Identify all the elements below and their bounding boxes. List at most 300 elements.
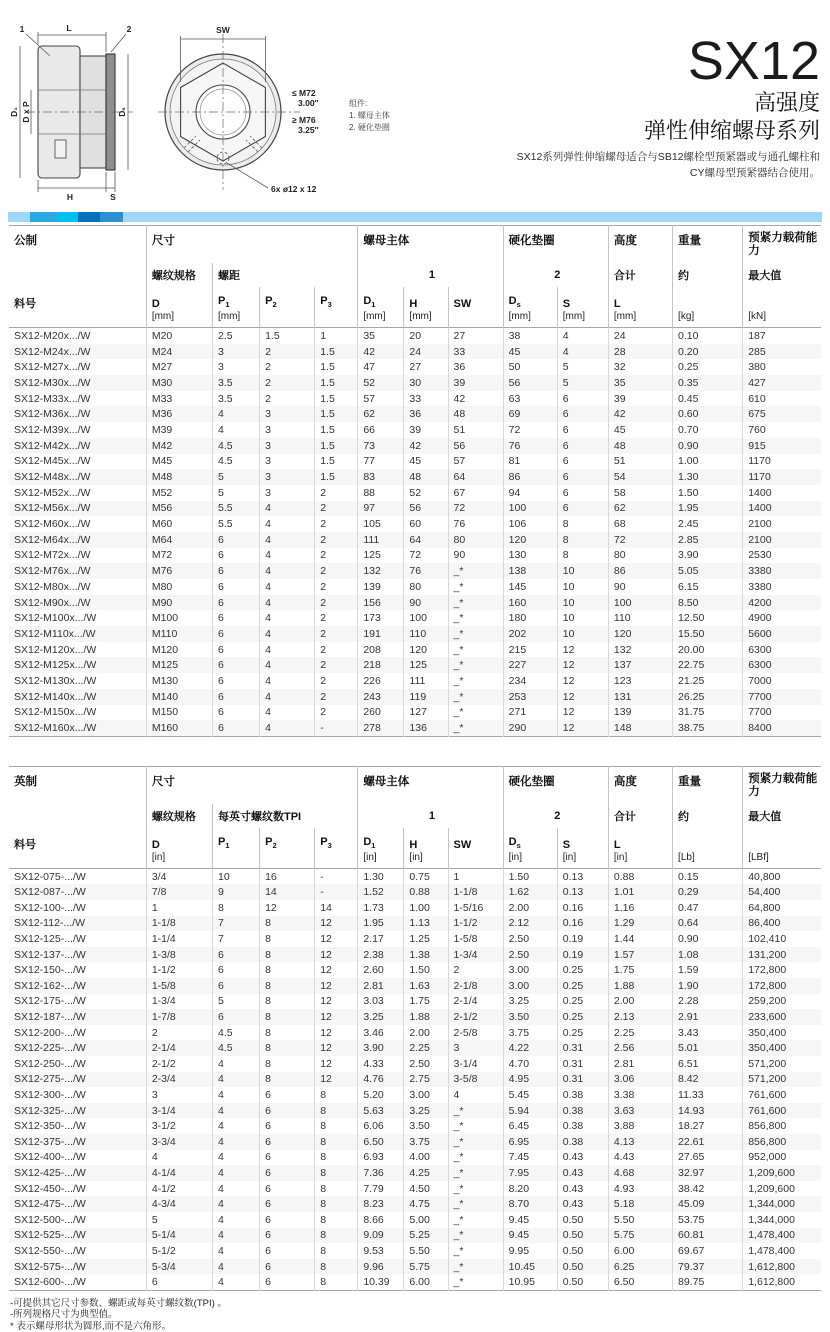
table-cell: 4: [212, 1103, 259, 1119]
table-cell: 77: [358, 454, 404, 470]
table-cell: 8: [557, 532, 608, 548]
table-cell: 80: [448, 532, 503, 548]
table-cell: 1.75: [608, 962, 672, 978]
column-header: [kg]: [673, 287, 743, 328]
table-cell: 10: [557, 610, 608, 626]
table-cell: 2.91: [673, 1009, 743, 1025]
table-cell: M100: [146, 610, 212, 626]
table-row: [9, 406, 821, 422]
table-cell: SX12-500-.../W: [14, 1213, 86, 1226]
table-cell: 12: [315, 1040, 358, 1056]
table-cell: 1400: [743, 501, 821, 517]
table-cell: 6.00: [404, 1274, 448, 1290]
table-cell: 130: [503, 548, 557, 564]
table-cell: 24: [608, 328, 672, 344]
table-cell: 4: [212, 1212, 259, 1228]
table-cell: 4: [260, 657, 315, 673]
table-cell: 12: [315, 931, 358, 947]
group-header-row: [9, 226, 821, 264]
table-cell: 111: [404, 673, 448, 689]
table-cell: 4: [212, 422, 259, 438]
table-cell: 0.60: [673, 406, 743, 422]
metric-table-body: [9, 328, 821, 737]
table-cell: 21.25: [673, 673, 743, 689]
table-cell: SX12-M76x.../W: [14, 565, 91, 578]
table-cell: SX12-M120x.../W: [14, 643, 97, 656]
table-cell: 69.67: [673, 1243, 743, 1259]
table-cell: 2: [448, 962, 503, 978]
table-cell: 42: [404, 438, 448, 454]
table-cell: 4: [260, 548, 315, 564]
table-cell: 0.90: [673, 438, 743, 454]
table-cell: 1.5: [315, 422, 358, 438]
table-cell: M90: [146, 595, 212, 611]
table-row: [9, 595, 821, 611]
table-cell: 2: [315, 642, 358, 658]
table-cell: 2: [315, 657, 358, 673]
table-cell: 10: [212, 868, 259, 884]
table-cell: 2.50: [404, 1056, 448, 1072]
table-cell: 0.19: [557, 947, 608, 963]
table-cell: 5600: [743, 626, 821, 642]
table-cell: 51: [448, 422, 503, 438]
table-cell: 2: [315, 548, 358, 564]
table-cell: 4: [212, 1072, 259, 1088]
table-cell: SX12-M39x.../W: [14, 423, 91, 436]
table-cell: 0.13: [557, 884, 608, 900]
table-cell: 4: [212, 1228, 259, 1244]
table-cell: 12: [557, 705, 608, 721]
table-cell: 1170: [743, 454, 821, 470]
table-cell: 8: [315, 1274, 358, 1290]
table-cell: 86: [503, 469, 557, 485]
table-cell: 14: [315, 900, 358, 916]
nut-body-group-label: 螺母主体: [358, 226, 503, 264]
table-cell: 5: [212, 994, 259, 1010]
table-row: [9, 994, 821, 1010]
table-cell: 761,600: [743, 1103, 821, 1119]
table-cell: 36: [448, 359, 503, 375]
table-cell: 259,200: [743, 994, 821, 1010]
table-cell: 2.75: [404, 1072, 448, 1088]
table-cell: 139: [358, 579, 404, 595]
table-cell: 1.62: [503, 884, 557, 900]
table-cell: SX12-M150x.../W: [14, 706, 97, 719]
table-cell: M64: [146, 532, 212, 548]
table-cell: 6.45: [503, 1118, 557, 1134]
table-cell: 131,200: [743, 947, 821, 963]
table-cell: 253: [503, 689, 557, 705]
table-cell: 2.00: [608, 994, 672, 1010]
table-cell: SX12-525-.../W: [14, 1229, 86, 1242]
table-cell: 3.43: [673, 1025, 743, 1041]
table-cell: 6: [260, 1103, 315, 1119]
table-cell: 57: [358, 391, 404, 407]
table-cell: M33: [146, 391, 212, 407]
table-cell: 5.01: [673, 1040, 743, 1056]
band-segment: [30, 212, 57, 222]
table-cell: 0.50: [557, 1228, 608, 1244]
table-cell: 6.25: [608, 1259, 672, 1275]
dim-label-s: S: [110, 192, 116, 202]
table-cell: 6: [146, 1274, 212, 1290]
table-cell: 8: [260, 1009, 315, 1025]
footnotes: [10, 1298, 830, 1332]
column-header: D [in]: [146, 828, 212, 869]
holes-callout: 6x ø12 x 12: [271, 184, 317, 194]
table-cell: 0.25: [557, 1025, 608, 1041]
table-cell: _*: [448, 1274, 503, 1290]
table-cell: SX12-M24x.../W: [14, 345, 91, 358]
table-cell: 8: [315, 1087, 358, 1103]
table-cell: 3-1/4: [448, 1056, 503, 1072]
table-cell: 8.42: [673, 1072, 743, 1088]
table-cell: _*: [448, 1259, 503, 1275]
column-header: H [mm]: [404, 287, 448, 328]
table-cell: 350,400: [743, 1040, 821, 1056]
table-cell: 3-1/2: [146, 1118, 212, 1134]
footnote-line: -所列规格尺寸为典型值。: [10, 1309, 118, 1321]
table-cell: SX12-225-.../W: [14, 1042, 86, 1055]
table-cell: 3.50: [503, 1009, 557, 1025]
table-cell: 1,209,600: [743, 1181, 821, 1197]
table-cell: 76: [503, 438, 557, 454]
table-cell: 2.60: [358, 962, 404, 978]
table-cell: 7700: [743, 689, 821, 705]
legend-item-nut-body: 1. 螺母主体: [349, 111, 390, 120]
part-callout-2: 2: [126, 24, 132, 34]
table-cell: 8.50: [673, 595, 743, 611]
weight-approx-label: 约: [673, 263, 743, 287]
table-cell: SX12-075-.../W: [14, 870, 86, 883]
table-cell: 79.37: [673, 1259, 743, 1275]
column-header: H [in]: [404, 828, 448, 869]
height-total-label: 合计: [608, 263, 672, 287]
table-cell: 2.50: [503, 931, 557, 947]
table-cell: 137: [608, 657, 672, 673]
table-cell: 22.61: [673, 1134, 743, 1150]
table-cell: 5-3/4: [146, 1259, 212, 1275]
table-cell: 4.5: [212, 1040, 259, 1056]
table-cell: 2: [260, 344, 315, 360]
table-cell: 3.00: [503, 978, 557, 994]
table-cell: 10: [557, 626, 608, 642]
table-cell: 8: [260, 978, 315, 994]
table-cell: 0.25: [557, 962, 608, 978]
table-row: [9, 1009, 821, 1025]
table-cell: 69: [503, 406, 557, 422]
table-cell: 139: [608, 705, 672, 721]
table-cell: 9.09: [358, 1228, 404, 1244]
table-cell: 8: [315, 1243, 358, 1259]
table-cell: 4.93: [608, 1181, 672, 1197]
table-cell: 32.97: [673, 1165, 743, 1181]
table-cell: SX12-137-.../W: [14, 948, 86, 961]
table-row: [9, 947, 821, 963]
table-cell: 1170: [743, 469, 821, 485]
table-cell: SX12-162-.../W: [14, 979, 86, 992]
size-group-label: 尺寸: [146, 226, 357, 264]
table-cell: SX12-M42x.../W: [14, 439, 91, 452]
weight-group-label: 重量: [673, 226, 743, 264]
table-cell: 952,000: [743, 1150, 821, 1166]
table-cell: 80: [608, 548, 672, 564]
table-cell: 12: [315, 947, 358, 963]
table-cell: 3.90: [358, 1040, 404, 1056]
table-cell: 6: [212, 962, 259, 978]
table-cell: 761,600: [743, 1087, 821, 1103]
table-cell: 8: [260, 916, 315, 932]
table-cell: 97: [358, 501, 404, 517]
table-cell: 73: [358, 438, 404, 454]
table-cell: 4: [146, 1150, 212, 1166]
table-row: [9, 485, 821, 501]
table-cell: 10: [557, 579, 608, 595]
table-cell: 7/8: [146, 884, 212, 900]
table-cell: 12: [315, 1056, 358, 1072]
table-cell: 4.76: [358, 1072, 404, 1088]
table-cell: 32: [608, 359, 672, 375]
table-cell: 30: [404, 375, 448, 391]
table-cell: 3: [260, 422, 315, 438]
title-block: [516, 31, 820, 182]
table-cell: 3.90: [673, 548, 743, 564]
table-cell: 6: [212, 689, 259, 705]
table-cell: SX12-M27x.../W: [14, 361, 91, 374]
table-cell: 4: [260, 705, 315, 721]
table-cell: SX12-M140x.../W: [14, 690, 97, 703]
table-cell: 5: [557, 359, 608, 375]
table-cell: 3: [260, 454, 315, 470]
table-cell: 6.93: [358, 1150, 404, 1166]
table-cell: 3: [212, 359, 259, 375]
table-cell: 86,400: [743, 916, 821, 932]
table-cell: 6.15: [673, 579, 743, 595]
table-cell: 4: [260, 579, 315, 595]
washer-group-label: 硬化垫圈: [503, 226, 608, 264]
table-cell: 35: [358, 328, 404, 344]
table-cell: 1-1/8: [448, 884, 503, 900]
table-cell: 0.38: [557, 1087, 608, 1103]
table-row: [9, 868, 821, 884]
table-cell: 4-1/4: [146, 1165, 212, 1181]
table-row: [9, 1118, 821, 1134]
table-cell: 12: [260, 900, 315, 916]
table-cell: 0.75: [404, 868, 448, 884]
table-row: [9, 375, 821, 391]
table-cell: 3: [260, 438, 315, 454]
dim-label-d1: D₁: [9, 107, 19, 117]
table-cell: 1.75: [404, 994, 448, 1010]
table-cell: 39: [608, 391, 672, 407]
table-cell: 1.50: [404, 962, 448, 978]
table-row: [9, 1040, 821, 1056]
table-cell: 1.5: [315, 406, 358, 422]
table-cell: 8: [557, 516, 608, 532]
table-cell: 2: [315, 595, 358, 611]
table-cell: SX12-M64x.../W: [14, 533, 91, 546]
table-cell: 243: [358, 689, 404, 705]
table-cell: 6: [212, 610, 259, 626]
table-cell: 64: [448, 469, 503, 485]
table-cell: M20: [146, 328, 212, 344]
column-header: $D_1$ [mm]: [358, 287, 404, 328]
table-row: [9, 916, 821, 932]
table-cell: _*: [448, 1150, 503, 1166]
table-cell: 6.51: [673, 1056, 743, 1072]
table-cell: SX12-375-.../W: [14, 1135, 86, 1148]
table-cell: 2: [315, 516, 358, 532]
table-cell: 571,200: [743, 1056, 821, 1072]
sub-header-row: [9, 804, 821, 828]
table-cell: 234: [503, 673, 557, 689]
table-cell: 6: [212, 626, 259, 642]
table-cell: M36: [146, 406, 212, 422]
table-cell: 90: [448, 548, 503, 564]
table-cell: 0.25: [673, 359, 743, 375]
table-cell: 57: [448, 454, 503, 470]
table-cell: 5-1/2: [146, 1243, 212, 1259]
size-group-label: 尺寸: [146, 766, 357, 804]
table-cell: M130: [146, 673, 212, 689]
table-cell: 1-1/2: [146, 962, 212, 978]
table-cell: 9.45: [503, 1228, 557, 1244]
table-cell: 4: [212, 1150, 259, 1166]
table-cell: 5.75: [404, 1259, 448, 1275]
table-cell: 10.95: [503, 1274, 557, 1290]
column-header-row: [9, 287, 821, 328]
table-cell: _*: [448, 705, 503, 721]
table-cell: 3-5/8: [448, 1072, 503, 1088]
table-cell: 2.45: [673, 516, 743, 532]
table-cell: _*: [448, 1181, 503, 1197]
table-cell: _*: [448, 689, 503, 705]
table-cell: 6: [557, 438, 608, 454]
table-cell: 60: [404, 516, 448, 532]
table-cell: 4: [260, 720, 315, 736]
table-cell: 20: [404, 328, 448, 344]
table-cell: 8: [557, 548, 608, 564]
table-row: [9, 1025, 821, 1041]
table-cell: 233,600: [743, 1009, 821, 1025]
table-cell: 132: [608, 642, 672, 658]
washer-group-label: 硬化垫圈: [503, 766, 608, 804]
table-cell: 5.63: [358, 1103, 404, 1119]
table-cell: 5.75: [608, 1228, 672, 1244]
column-header: S [mm]: [557, 287, 608, 328]
table-cell: 3-3/4: [146, 1134, 212, 1150]
table-cell: 1.29: [608, 916, 672, 932]
table-cell: 1.16: [608, 900, 672, 916]
description-line-1: SX12系列弹性伸缩螺母适合与SB12螺栓型预紧器或与通孔螺柱和: [516, 151, 820, 164]
table-cell: 7.45: [503, 1150, 557, 1166]
table-cell: 12: [315, 1009, 358, 1025]
table-cell: 14: [260, 884, 315, 900]
table-row: [9, 978, 821, 994]
table-cell: SX12-M45x.../W: [14, 455, 91, 468]
table-row: [9, 1243, 821, 1259]
table-cell: 94: [503, 485, 557, 501]
table-cell: 45: [404, 454, 448, 470]
table-cell: 6: [212, 532, 259, 548]
table-cell: 0.38: [557, 1103, 608, 1119]
table-cell: 12: [557, 673, 608, 689]
table-cell: 4: [448, 1087, 503, 1103]
table-cell: _*: [448, 1165, 503, 1181]
table-cell: 0.16: [557, 916, 608, 932]
page-header: [0, 0, 830, 212]
table-cell: 187: [743, 328, 821, 344]
table-cell: 131: [608, 689, 672, 705]
technical-drawing: [8, 20, 418, 206]
table-cell: _*: [448, 1118, 503, 1134]
table-cell: 5.94: [503, 1103, 557, 1119]
table-cell: 4.70: [503, 1056, 557, 1072]
table-row: [9, 1196, 821, 1212]
table-cell: 15.50: [673, 626, 743, 642]
table-cell: 0.31: [557, 1040, 608, 1056]
table-cell: 6: [212, 548, 259, 564]
table-cell: SX12-M100x.../W: [14, 612, 97, 625]
table-row: [9, 1274, 821, 1290]
table-cell: 10: [557, 595, 608, 611]
table-cell: 67: [448, 485, 503, 501]
table-cell: 3.06: [608, 1072, 672, 1088]
table-cell: 14.93: [673, 1103, 743, 1119]
table-cell: 2: [315, 532, 358, 548]
table-cell: 191: [358, 626, 404, 642]
table-cell: 111: [358, 532, 404, 548]
table-cell: 1.5: [315, 375, 358, 391]
table-cell: 156: [358, 595, 404, 611]
table-cell: 6.50: [608, 1274, 672, 1290]
table-cell: 0.50: [557, 1212, 608, 1228]
table-cell: 6: [260, 1196, 315, 1212]
table-cell: SX12-300-.../W: [14, 1088, 86, 1101]
preload-max-label: 最大值: [743, 804, 821, 828]
table-cell: 2: [146, 1025, 212, 1041]
table-cell: 16: [260, 868, 315, 884]
table-cell: 4: [212, 1165, 259, 1181]
table-cell: 89.75: [673, 1274, 743, 1290]
height-total-label: 合计: [608, 804, 672, 828]
table-row: [9, 328, 821, 344]
table-cell: 120: [404, 642, 448, 658]
table-cell: 0.38: [557, 1134, 608, 1150]
table-cell: 10.39: [358, 1274, 404, 1290]
table-cell: 4.95: [503, 1072, 557, 1088]
table-cell: 6: [212, 657, 259, 673]
table-cell: _*: [448, 579, 503, 595]
table-cell: 1,344,000: [743, 1212, 821, 1228]
table-cell: 72: [608, 532, 672, 548]
table-cell: 1.30: [358, 868, 404, 884]
table-cell: 0.45: [673, 391, 743, 407]
table-cell: 1.5: [315, 359, 358, 375]
table-row: [9, 548, 821, 564]
table-cell: 145: [503, 579, 557, 595]
weight-group-label: 重量: [673, 766, 743, 804]
table-cell: 3: [146, 1087, 212, 1103]
table-cell: 3/4: [146, 868, 212, 884]
preload-group-label: 预紧力载荷能力: [743, 766, 821, 804]
table-cell: 1-3/4: [146, 994, 212, 1010]
table-cell: 2.28: [673, 994, 743, 1010]
table-cell: 2-1/4: [448, 994, 503, 1010]
table-cell: 125: [358, 548, 404, 564]
table-cell: 3.38: [608, 1087, 672, 1103]
table-cell: 0.43: [557, 1181, 608, 1197]
